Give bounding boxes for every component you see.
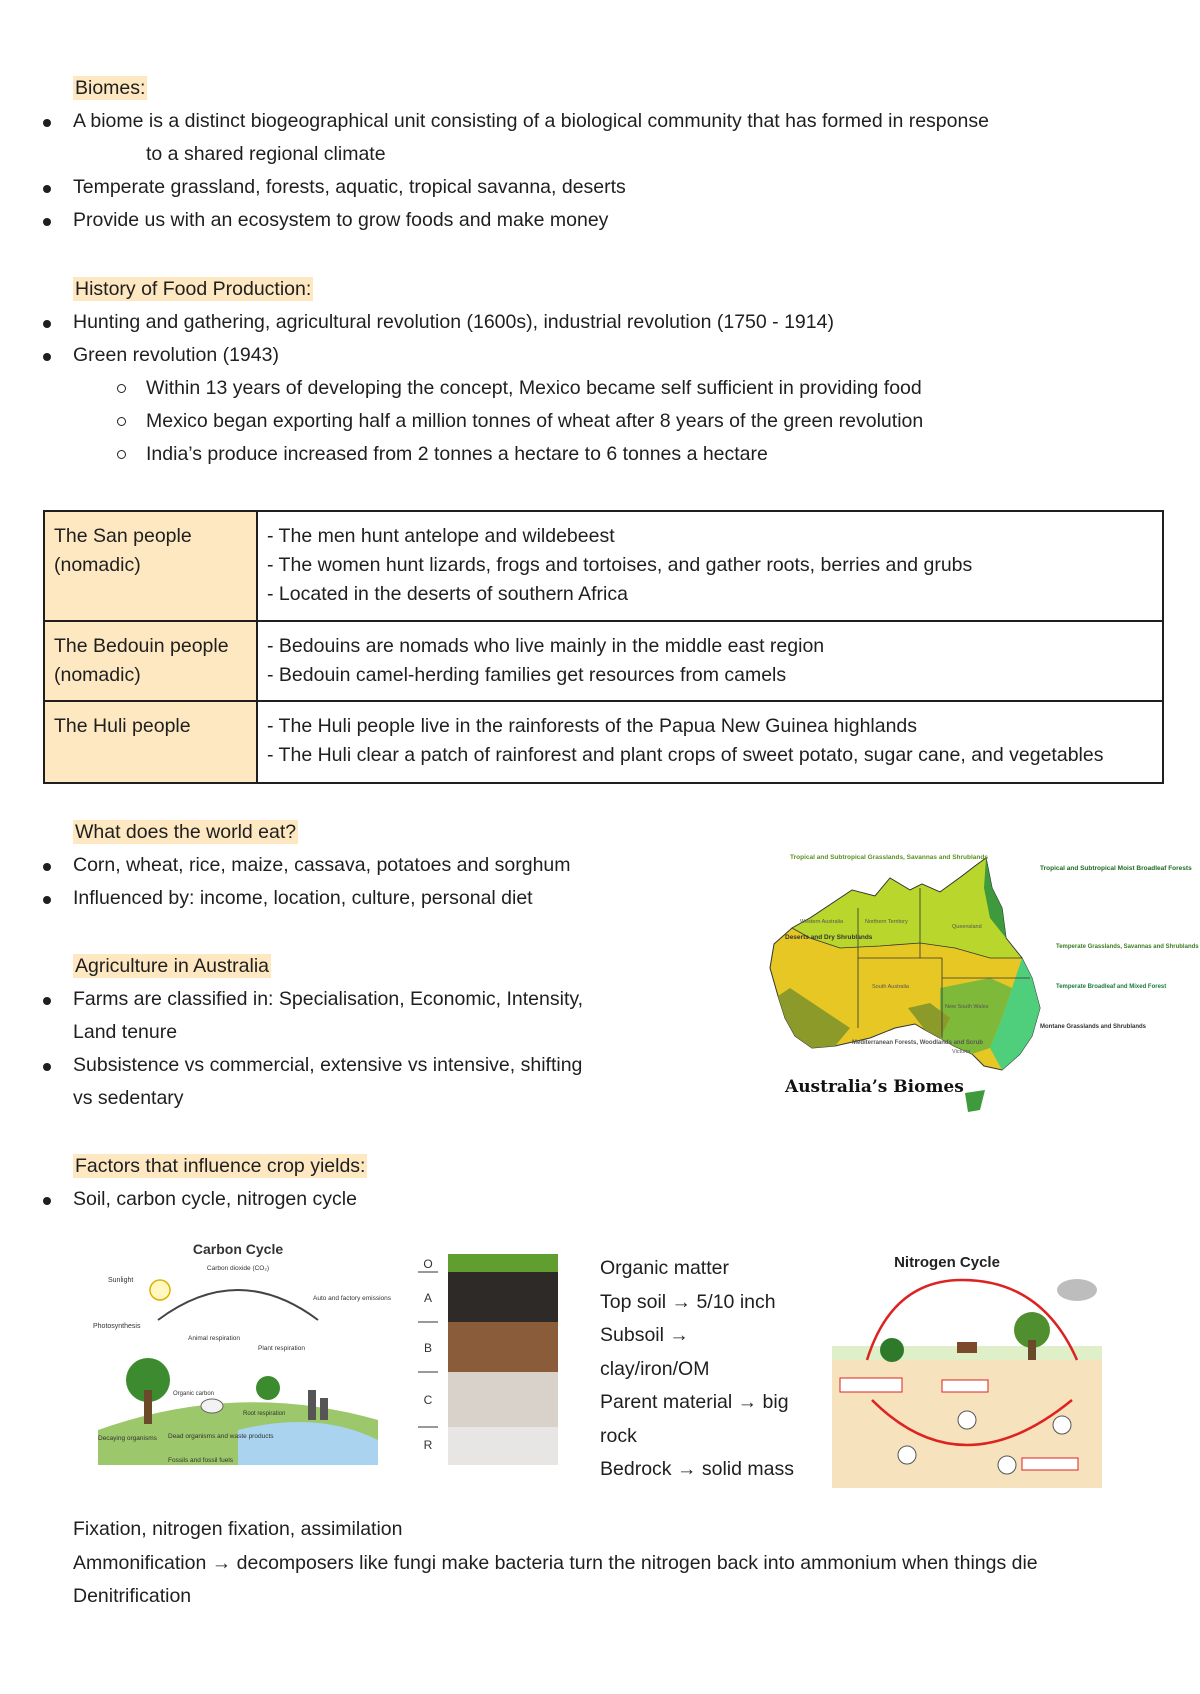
carbon-label-photosynthesis: Photosynthesis [93, 1323, 141, 1330]
cell-text: - Bedouins are nomads who live mainly in the middle east region [267, 635, 825, 657]
list-item-text: vs sedentary [73, 1087, 184, 1109]
world-eat-list [0, 849, 713, 915]
cycle-box [840, 1378, 902, 1392]
table-cell-name [44, 511, 257, 621]
soil-profile-diagram [410, 1244, 580, 1484]
biomes-list [0, 105, 1173, 237]
map-label-temperate-grass: Temperate Grasslands, Savannas and Shrublands [1056, 944, 1199, 950]
map-state-sa: South Australia [872, 984, 909, 990]
soil-note: Organic matter [600, 1257, 729, 1279]
map-state-vic: Victoria [952, 1049, 971, 1055]
map-label-montane: Montane Grasslands and Shrublands [1040, 1024, 1147, 1030]
bacteria-icon [898, 1446, 916, 1464]
list-item: Farms are classified in: Specialisation, Economic, Intensity, [0, 983, 713, 1016]
bacteria-icon [1053, 1416, 1071, 1434]
cell-text: - Located in the deserts of southern Africa [267, 583, 628, 605]
nitrogen-cycle-title: Nitrogen Cycle [894, 1254, 1000, 1271]
carbon-cycle-diagram [88, 1240, 392, 1480]
cycle-arrow [158, 1290, 318, 1320]
history-section [73, 273, 1173, 471]
cell-text: The Bedouin people [54, 635, 229, 657]
cycle-box [942, 1380, 988, 1392]
agriculture-list [0, 983, 713, 1115]
table-row [44, 621, 1163, 701]
grass-layer [448, 1254, 558, 1272]
factory-icon [320, 1398, 328, 1420]
carbon-label-plant: Plant respiration [258, 1345, 305, 1352]
factory-icon [308, 1390, 316, 1420]
tree-trunk [1028, 1340, 1036, 1360]
soil-note: Top soil → 5/10 inch [600, 1290, 776, 1313]
map-label-moist: Tropical and Subtropical Moist Broadleaf Forests [1040, 865, 1192, 872]
list-item: Subsistence vs commercial, extensive vs intensive, shifting [0, 1049, 713, 1082]
plant-icon [880, 1338, 904, 1362]
crop-factors-heading: Factors that influence crop yields: [75, 1155, 366, 1177]
map-state-qld: Queensland [952, 924, 982, 930]
horizon-o-layer [448, 1272, 558, 1322]
table-row [44, 511, 1163, 621]
map-tasmania [965, 1090, 985, 1112]
cell-text: - The men hunt antelope and wildebeest [267, 525, 615, 547]
map-state-wa: Western Australia [800, 919, 844, 925]
cell-text: - The Huli people live in the rainforests of the Papua New Guinea highlands [267, 715, 918, 737]
bacteria-icon [958, 1411, 976, 1429]
horizon-label: C [423, 1393, 433, 1407]
soil-note: Subsoil → [600, 1324, 689, 1346]
table-cell-facts [257, 621, 1163, 701]
table-cell-name [44, 621, 257, 701]
tree-icon [256, 1376, 280, 1400]
world-eat-heading: What does the world eat? [75, 821, 297, 843]
carbon-label-sunlight: Sunlight [108, 1277, 134, 1284]
agriculture-section [73, 950, 713, 1115]
tree-trunk [144, 1390, 152, 1424]
map-label-mediterranean: Mediterranean Forests, Woodlands and Scrub [852, 1040, 983, 1046]
cell-text: (nomadic) [54, 554, 141, 576]
footer-notes [73, 1513, 1173, 1614]
list-item: Hunting and gathering, agricultural revolution (1600s), industrial revolution (1750 - 1914) [0, 306, 1173, 339]
map-state-nt: Northern Territory [865, 919, 908, 925]
list-item: Temperate grassland, forests, aquatic, tropical savanna, deserts [0, 171, 1173, 204]
horizon-label: B [423, 1341, 433, 1355]
cell-text: - Bedouin camel-herding families get resources from camels [267, 664, 787, 686]
horizon-label: A [423, 1291, 433, 1305]
soil-note: Bedrock → solid mass [600, 1458, 794, 1480]
biomes-section [73, 72, 1173, 237]
soil-note: rock [600, 1424, 637, 1447]
soil-note: Parent material → big [600, 1391, 789, 1413]
sub-list-item: India’s produce increased from 2 tonnes a hectare to 6 tonnes a hectare [0, 438, 1173, 471]
carbon-label-fossils: Fossils and fossil fuels [168, 1457, 234, 1464]
list-item-continuation [0, 1016, 713, 1049]
list-item: A biome is a distinct biogeographical unit consisting of a biological community that has formed in response [0, 105, 1173, 138]
list-item-text: to a shared regional climate [146, 143, 386, 165]
carbon-label-animal: Animal respiration [188, 1335, 241, 1342]
cycle-box [1022, 1458, 1078, 1470]
table-cell-facts [257, 701, 1163, 783]
sub-list-item: Within 13 years of developing the concept, Mexico became self sufficient in providing food [0, 372, 1173, 405]
carbon-label-root: Root respiration [243, 1411, 286, 1417]
horizon-b-layer [448, 1322, 558, 1372]
list-item: Provide us with an ecosystem to grow foods and make money [0, 204, 1173, 237]
carbon-label-decaying: Decaying organisms [98, 1435, 157, 1442]
sheep-icon [201, 1399, 223, 1413]
list-item: Influenced by: income, location, culture, personal diet [0, 882, 713, 915]
world-eat-section [73, 816, 713, 915]
table-row [44, 701, 1163, 783]
table-cell-facts [257, 511, 1163, 621]
list-item-text: Land tenure [73, 1021, 178, 1043]
sub-list-item: Mexico began exporting half a million tonnes of wheat after 8 years of the green revolution [0, 405, 1173, 438]
footer-note: Ammonification → decomposers like fungi make bacteria turn the nitrogen back into ammonium when things die [73, 1551, 1038, 1574]
soil-notes [600, 1252, 830, 1487]
australia-biomes-map [740, 848, 1199, 1128]
biomes-heading: Biomes: [75, 77, 146, 99]
horizon-label: R [423, 1438, 433, 1452]
carbon-cycle-title: Carbon Cycle [192, 1241, 284, 1257]
carbon-label-organic: Organic carbon [173, 1391, 215, 1397]
horizon-r-layer [448, 1427, 558, 1465]
map-title: Australia’s Biomes [785, 1077, 964, 1097]
list-item: Green revolution (1943) [0, 339, 1173, 372]
horizon-label: O [423, 1257, 433, 1271]
map-label-deserts: Deserts and Dry Shrublands [785, 934, 873, 941]
cow-icon [957, 1342, 977, 1353]
cell-text: (nomadic) [54, 664, 141, 686]
map-label-temperate-forest: Temperate Broadleaf and Mixed Forest [1056, 984, 1167, 990]
agriculture-heading: Agriculture in Australia [75, 955, 270, 977]
nitrogen-cycle-diagram [832, 1250, 1102, 1490]
carbon-label-dead: Dead organisms and waste products [168, 1433, 274, 1440]
history-heading: History of Food Production: [75, 278, 312, 300]
cloud-icon [1057, 1279, 1097, 1301]
carbon-label-auto: Auto and factory emissions [313, 1295, 392, 1302]
list-item: Soil, carbon cycle, nitrogen cycle [0, 1183, 1073, 1216]
carbon-label-co2: Carbon dioxide (CO₂) [206, 1265, 270, 1272]
soil-note: clay/iron/OM [600, 1357, 710, 1380]
crop-factors-list [0, 1183, 1073, 1216]
bacteria-icon [998, 1456, 1016, 1474]
crop-factors-section [73, 1150, 1073, 1216]
cell-text: The San people [54, 525, 192, 547]
map-state-nsw: New South Wales [945, 1004, 989, 1010]
cell-text: - The women hunt lizards, frogs and tortoises, and gather roots, berries and grubs [267, 554, 973, 576]
peoples-table [43, 510, 1164, 784]
horizon-c-layer [448, 1372, 558, 1427]
sun-icon [150, 1280, 170, 1300]
cell-text: - The Huli clear a patch of rainforest and plant crops of sweet potato, sugar cane, and vegetables [267, 744, 1104, 766]
cell-text: The Huli people [54, 715, 191, 737]
list-item: Corn, wheat, rice, maize, cassava, potatoes and sorghum [0, 849, 713, 882]
list-item-continuation [0, 138, 1173, 171]
footer-note: Fixation, nitrogen fixation, assimilation [73, 1518, 403, 1540]
footer-note: Denitrification [73, 1585, 192, 1607]
list-item-continuation [0, 1082, 713, 1115]
history-list [0, 306, 1173, 471]
map-label-tropical: Tropical and Subtropical Grasslands, Savannas and Shrublands [790, 854, 988, 861]
table-cell-name [44, 701, 257, 783]
